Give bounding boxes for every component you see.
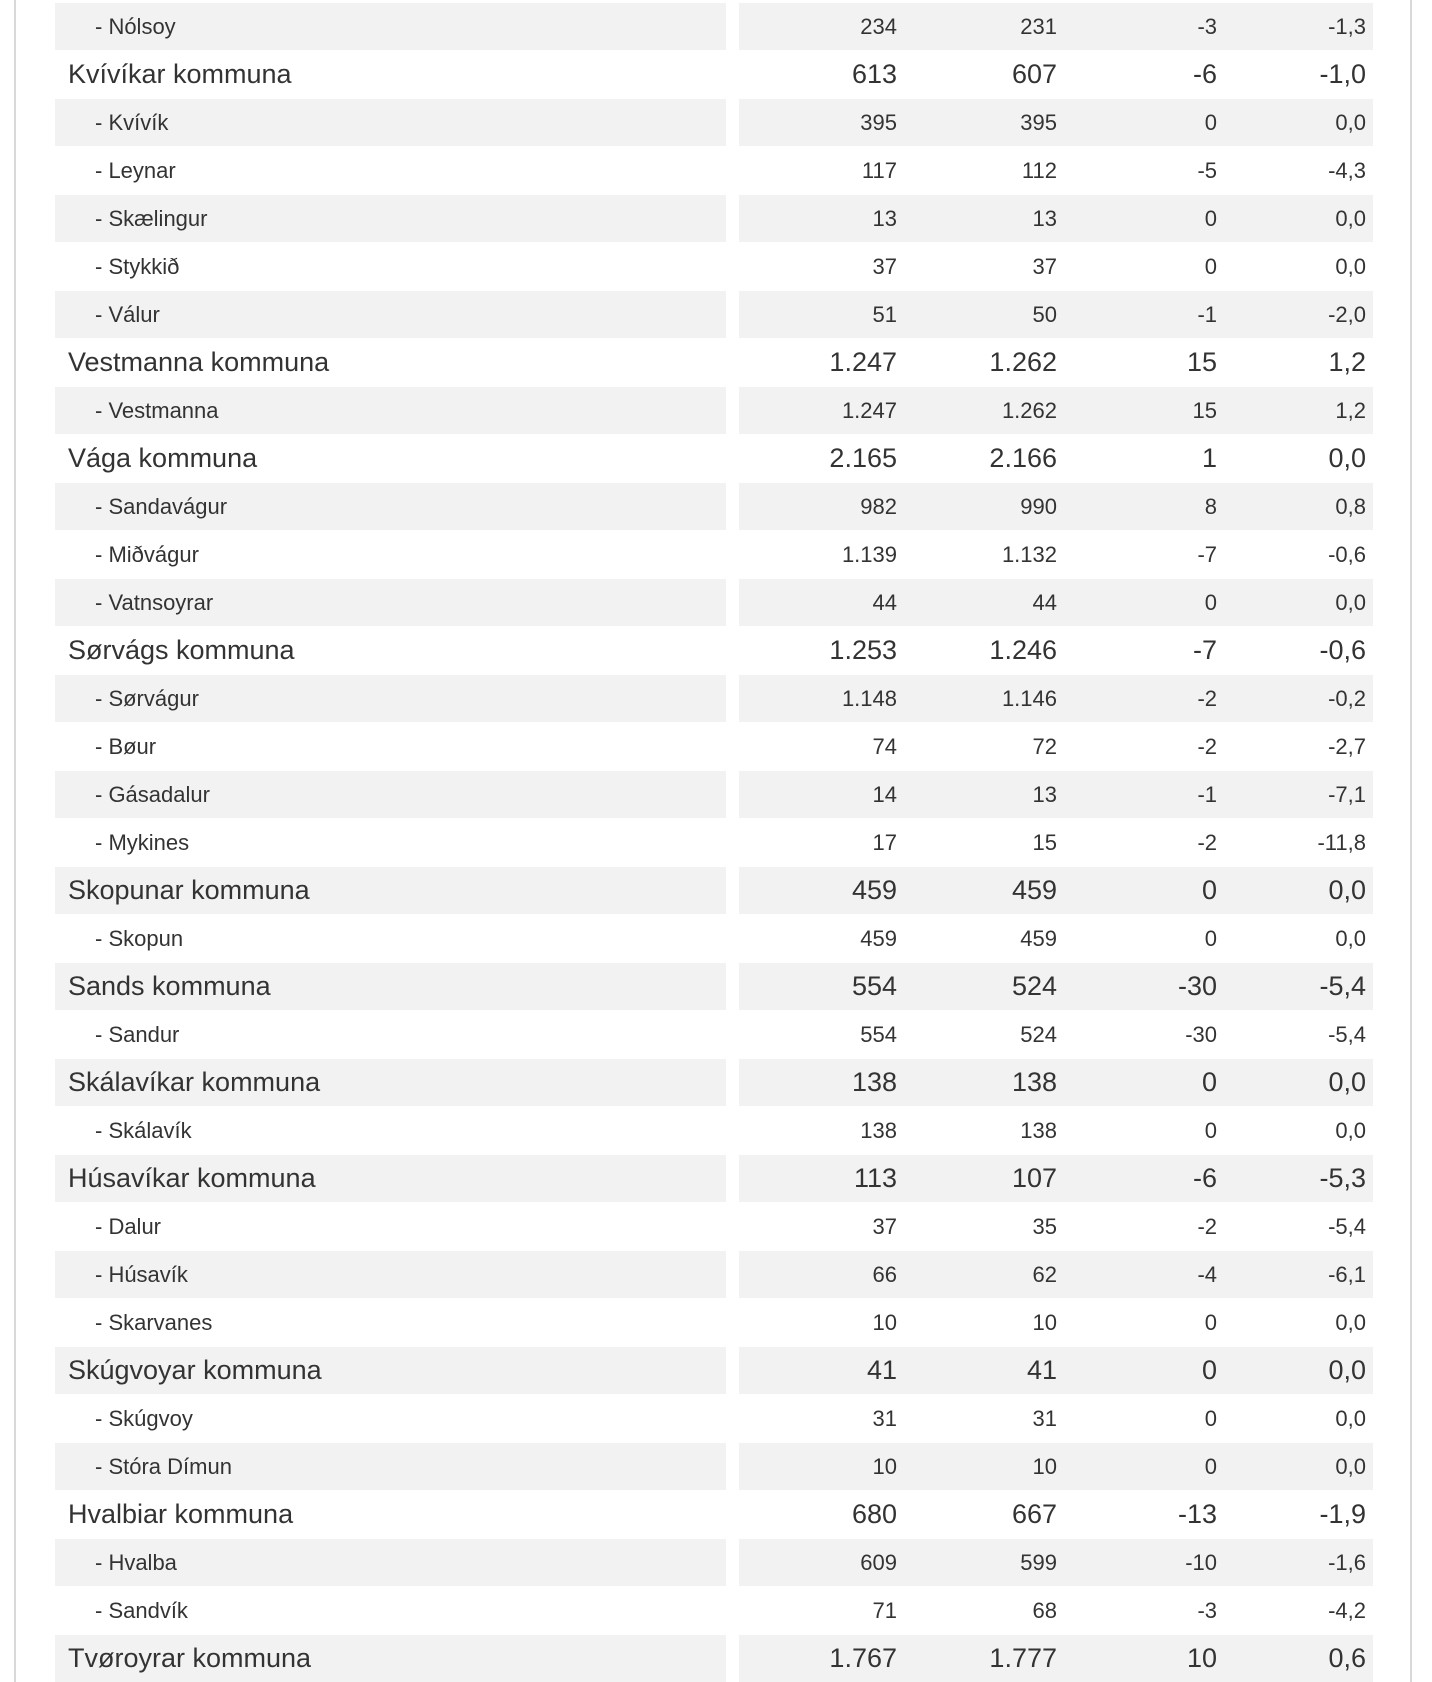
change-percent: 0,0 [1328, 443, 1366, 473]
population-year-1: 982 [860, 493, 897, 519]
village-row [55, 1587, 1373, 1635]
values-cell-group [739, 723, 1373, 770]
change-count: -13 [1177, 1499, 1217, 1529]
population-year-2: 524 [1011, 971, 1057, 1001]
population-year-1: 554 [860, 1021, 897, 1047]
change-count: -30 [1185, 1021, 1217, 1047]
population-year-1: 2.165 [829, 443, 897, 473]
change-count: 0 [1204, 1117, 1217, 1143]
village-row [55, 675, 1373, 723]
municipality-row [55, 339, 1373, 387]
change-count: 0 [1204, 589, 1217, 615]
population-year-1: 138 [860, 1117, 897, 1143]
change-count: -2 [1197, 685, 1217, 711]
population-year-2: 524 [1020, 1021, 1057, 1047]
population-year-2: 667 [1011, 1499, 1057, 1529]
population-year-2: 1.146 [1001, 685, 1057, 711]
population-year-2: 459 [1020, 925, 1057, 951]
village-name: - Stykkið [95, 253, 180, 279]
population-year-1: 10 [872, 1453, 897, 1479]
municipality-name: Vága kommuna [68, 443, 258, 473]
municipality-name: Kvívíkar kommuna [68, 59, 292, 89]
village-row [55, 1203, 1373, 1251]
municipality-name: Vestmanna kommuna [68, 347, 330, 377]
population-year-1: 37 [872, 1213, 897, 1239]
population-year-2: 107 [1011, 1163, 1057, 1193]
change-count: 0 [1201, 1067, 1217, 1097]
village-row [55, 195, 1373, 243]
municipality-name: Hvalbiar kommuna [68, 1499, 294, 1529]
change-percent: -5,3 [1319, 1163, 1366, 1193]
values-cell-group [739, 1107, 1373, 1154]
population-year-1: 17 [872, 829, 897, 855]
population-year-1: 1.767 [829, 1643, 897, 1673]
values-cell-group [739, 771, 1373, 818]
population-year-1: 113 [853, 1163, 897, 1193]
municipality-row [55, 867, 1373, 915]
values-cell-group [739, 1539, 1373, 1586]
population-year-1: 609 [860, 1549, 897, 1575]
population-year-1: 117 [861, 157, 897, 183]
village-row [55, 243, 1373, 291]
values-cell-group [739, 387, 1373, 434]
village-row [55, 291, 1373, 339]
village-row [55, 579, 1373, 627]
change-percent: 0,0 [1328, 875, 1366, 905]
population-year-2: 68 [1032, 1597, 1057, 1623]
population-year-1: 138 [851, 1067, 897, 1097]
population-year-1: 613 [851, 59, 897, 89]
village-name: - Vestmanna [55, 387, 726, 434]
change-count: 0 [1201, 1355, 1217, 1385]
values-cell-group [739, 1347, 1373, 1394]
population-year-2: 13 [1032, 781, 1057, 807]
population-year-1: 71 [872, 1597, 897, 1623]
village-name: - Miðvágur [95, 541, 199, 567]
village-name: - Mykines [95, 829, 190, 855]
population-year-2: 607 [1011, 59, 1057, 89]
population-year-2: 990 [1020, 493, 1057, 519]
values-cell-group [739, 819, 1373, 866]
municipality-name: Skopunar kommuna [55, 867, 726, 914]
change-count: -1 [1197, 301, 1217, 327]
change-count: 15 [1192, 397, 1217, 423]
change-percent: -1,9 [1319, 1499, 1366, 1529]
village-row [55, 819, 1373, 867]
change-percent: -2,7 [1328, 733, 1366, 759]
village-name: - Skælingur [55, 195, 726, 242]
village-name: - Stóra Dímun [55, 1443, 726, 1490]
values-cell-group [739, 1443, 1373, 1490]
change-percent: 0,0 [1335, 925, 1366, 951]
population-year-1: 37 [872, 253, 897, 279]
village-row [55, 3, 1373, 51]
values-cell-group [739, 675, 1373, 722]
change-percent: -7,1 [1328, 781, 1366, 807]
municipality-name: Húsavíkar kommuna [55, 1155, 726, 1202]
values-cell-group [739, 1011, 1373, 1058]
values-cell-group [739, 1299, 1373, 1346]
change-count: 1 [1201, 443, 1217, 473]
population-year-2: 395 [1020, 109, 1057, 135]
change-percent: 1,2 [1335, 397, 1366, 423]
municipality-row [55, 1491, 1373, 1539]
change-count: -1 [1197, 781, 1217, 807]
population-year-2: 44 [1032, 589, 1057, 615]
village-name: - Nólsoy [55, 3, 726, 50]
population-year-2: 231 [1020, 13, 1057, 39]
population-year-2: 1.246 [989, 635, 1057, 665]
population-year-2: 35 [1032, 1213, 1057, 1239]
population-year-1: 51 [872, 301, 897, 327]
change-count: -2 [1197, 829, 1217, 855]
change-count: -4 [1197, 1261, 1217, 1287]
population-year-2: 1.262 [989, 347, 1057, 377]
change-count: -6 [1192, 59, 1217, 89]
municipality-row [55, 1059, 1373, 1107]
values-cell-group [739, 915, 1373, 962]
values-cell-group [739, 291, 1373, 338]
values-cell-group [739, 1155, 1373, 1202]
population-table [55, 3, 1373, 1682]
change-percent: -6,1 [1328, 1261, 1366, 1287]
change-count: -2 [1197, 733, 1217, 759]
values-cell-group [739, 339, 1373, 386]
change-percent: -4,3 [1328, 157, 1366, 183]
village-name: - Válur [55, 291, 726, 338]
change-count: 0 [1204, 1309, 1217, 1335]
population-year-1: 41 [866, 1355, 897, 1385]
population-year-1: 13 [872, 205, 897, 231]
values-cell-group [739, 99, 1373, 146]
change-percent: -0,6 [1319, 635, 1366, 665]
population-year-1: 459 [860, 925, 897, 951]
village-row [55, 387, 1373, 435]
change-count: -7 [1197, 541, 1217, 567]
village-row [55, 483, 1373, 531]
municipality-name: Skálavíkar kommuna [55, 1059, 726, 1106]
change-count: 0 [1204, 1453, 1217, 1479]
population-year-1: 31 [872, 1405, 897, 1431]
municipality-row [55, 963, 1373, 1011]
population-year-2: 138 [1020, 1117, 1057, 1143]
village-row [55, 1443, 1373, 1491]
population-year-2: 41 [1026, 1355, 1057, 1385]
values-cell-group [739, 1587, 1373, 1634]
population-year-2: 50 [1032, 301, 1057, 327]
municipality-name: Tvøroyrar kommuna [55, 1635, 726, 1682]
village-row [55, 1251, 1373, 1299]
change-percent: 0,8 [1335, 493, 1366, 519]
change-count: -7 [1192, 635, 1217, 665]
change-count: -2 [1197, 1213, 1217, 1239]
population-year-2: 599 [1020, 1549, 1057, 1575]
change-count: 0 [1201, 875, 1217, 905]
change-count: 0 [1204, 1405, 1217, 1431]
values-cell-group [739, 1635, 1373, 1682]
change-count: -5 [1197, 157, 1217, 183]
population-year-1: 554 [851, 971, 897, 1001]
values-cell-group [739, 195, 1373, 242]
change-percent: 0,6 [1328, 1643, 1366, 1673]
change-count: 0 [1204, 253, 1217, 279]
population-year-2: 10 [1032, 1309, 1057, 1335]
change-percent: 0,0 [1328, 1067, 1366, 1097]
change-count: -6 [1192, 1163, 1217, 1193]
population-year-2: 15 [1032, 829, 1057, 855]
population-year-1: 395 [860, 109, 897, 135]
population-year-1: 1.139 [841, 541, 897, 567]
population-year-1: 66 [872, 1261, 897, 1287]
village-name: - Bøur [95, 733, 157, 759]
village-name: - Dalur [95, 1213, 162, 1239]
village-name: - Vatnsoyrar [55, 579, 726, 626]
change-percent: -5,4 [1319, 971, 1366, 1001]
population-year-2: 1.777 [989, 1643, 1057, 1673]
values-cell-group [739, 627, 1373, 674]
village-name: - Kvívík [55, 99, 726, 146]
change-percent: -4,2 [1328, 1597, 1366, 1623]
change-count: -3 [1197, 13, 1217, 39]
values-cell-group [739, 243, 1373, 290]
village-row [55, 147, 1373, 195]
village-row [55, 1299, 1373, 1347]
village-row [55, 723, 1373, 771]
change-percent: 0,0 [1335, 1405, 1366, 1431]
village-name: - Sandur [95, 1021, 180, 1047]
change-percent: 0,0 [1335, 589, 1366, 615]
population-year-1: 459 [851, 875, 897, 905]
municipality-row [55, 51, 1373, 99]
municipality-row [55, 1347, 1373, 1395]
municipality-row [55, 1635, 1373, 1682]
village-name: - Skarvanes [95, 1309, 213, 1335]
municipality-row [55, 1155, 1373, 1203]
population-year-2: 72 [1032, 733, 1057, 759]
population-year-1: 680 [851, 1499, 897, 1529]
population-year-1: 14 [872, 781, 897, 807]
municipality-name: Sands kommuna [55, 963, 726, 1010]
values-cell-group [739, 867, 1373, 914]
values-cell-group [739, 579, 1373, 626]
change-count: 0 [1204, 205, 1217, 231]
municipality-row [55, 627, 1373, 675]
change-percent: 0,0 [1335, 1117, 1366, 1143]
village-name: - Sørvágur [55, 675, 726, 722]
village-name: - Leynar [95, 157, 176, 183]
values-cell-group [739, 531, 1373, 578]
municipality-row [55, 435, 1373, 483]
change-percent: 0,0 [1335, 1309, 1366, 1335]
change-count: 10 [1186, 1643, 1217, 1673]
population-year-2: 10 [1032, 1453, 1057, 1479]
population-year-1: 74 [872, 733, 897, 759]
change-percent: -11,8 [1317, 829, 1366, 855]
values-cell-group [739, 1203, 1373, 1250]
change-count: 8 [1204, 493, 1217, 519]
change-count: -3 [1197, 1597, 1217, 1623]
population-year-2: 13 [1032, 205, 1057, 231]
municipality-name: Skúgvoyar kommuna [55, 1347, 726, 1394]
change-percent: -5,4 [1328, 1021, 1366, 1047]
village-name: - Skúgvoy [95, 1405, 193, 1431]
change-percent: 0,0 [1335, 253, 1366, 279]
change-percent: 0,0 [1335, 205, 1366, 231]
population-year-2: 1.132 [1001, 541, 1057, 567]
change-percent: -0,2 [1328, 685, 1366, 711]
village-row [55, 531, 1373, 579]
village-name: - Sandavágur [55, 483, 726, 530]
village-name: - Skopun [95, 925, 184, 951]
village-name: - Húsavík [55, 1251, 726, 1298]
village-name: - Hvalba [55, 1539, 726, 1586]
values-cell-group [739, 1395, 1373, 1442]
change-percent: 0,0 [1335, 1453, 1366, 1479]
village-row [55, 915, 1373, 963]
change-percent: -0,6 [1328, 541, 1366, 567]
population-year-1: 1.253 [829, 635, 897, 665]
change-count: -30 [1177, 971, 1217, 1001]
village-name: - Skálavík [95, 1117, 192, 1143]
values-cell-group [739, 1491, 1373, 1538]
population-year-2: 31 [1032, 1405, 1057, 1431]
population-year-1: 1.148 [841, 685, 897, 711]
change-count: 0 [1204, 925, 1217, 951]
change-percent: -1,0 [1319, 59, 1366, 89]
village-row [55, 1539, 1373, 1587]
village-name: - Sandvík [95, 1597, 188, 1623]
population-year-2: 37 [1032, 253, 1057, 279]
population-year-1: 234 [860, 13, 897, 39]
population-year-2: 62 [1032, 1261, 1057, 1287]
village-row [55, 1395, 1373, 1443]
change-percent: 0,0 [1328, 1355, 1366, 1385]
values-cell-group [739, 483, 1373, 530]
change-count: -10 [1185, 1549, 1217, 1575]
village-row [55, 771, 1373, 819]
values-cell-group [739, 1059, 1373, 1106]
change-count: 0 [1204, 109, 1217, 135]
population-year-2: 459 [1011, 875, 1057, 905]
village-name: - Gásadalur [55, 771, 726, 818]
population-year-1: 10 [872, 1309, 897, 1335]
values-cell-group [739, 147, 1373, 194]
change-percent: -5,4 [1328, 1213, 1366, 1239]
population-year-2: 138 [1011, 1067, 1057, 1097]
population-year-1: 44 [872, 589, 897, 615]
population-year-2: 112 [1021, 157, 1057, 183]
values-cell-group [739, 3, 1373, 50]
population-year-1: 1.247 [841, 397, 897, 423]
change-percent: -2,0 [1328, 301, 1366, 327]
values-cell-group [739, 435, 1373, 482]
population-year-1: 1.247 [829, 347, 897, 377]
change-count: 15 [1186, 347, 1217, 377]
change-percent: 1,2 [1328, 347, 1366, 377]
change-percent: 0,0 [1335, 109, 1366, 135]
population-year-2: 1.262 [1001, 397, 1057, 423]
population-year-2: 2.166 [989, 443, 1057, 473]
municipality-name: Sørvágs kommuna [68, 635, 295, 665]
village-row [55, 99, 1373, 147]
values-cell-group [739, 963, 1373, 1010]
values-cell-group [739, 1251, 1373, 1298]
change-percent: -1,3 [1328, 13, 1366, 39]
village-row [55, 1011, 1373, 1059]
values-cell-group [739, 51, 1373, 98]
village-row [55, 1107, 1373, 1155]
change-percent: -1,6 [1328, 1549, 1366, 1575]
